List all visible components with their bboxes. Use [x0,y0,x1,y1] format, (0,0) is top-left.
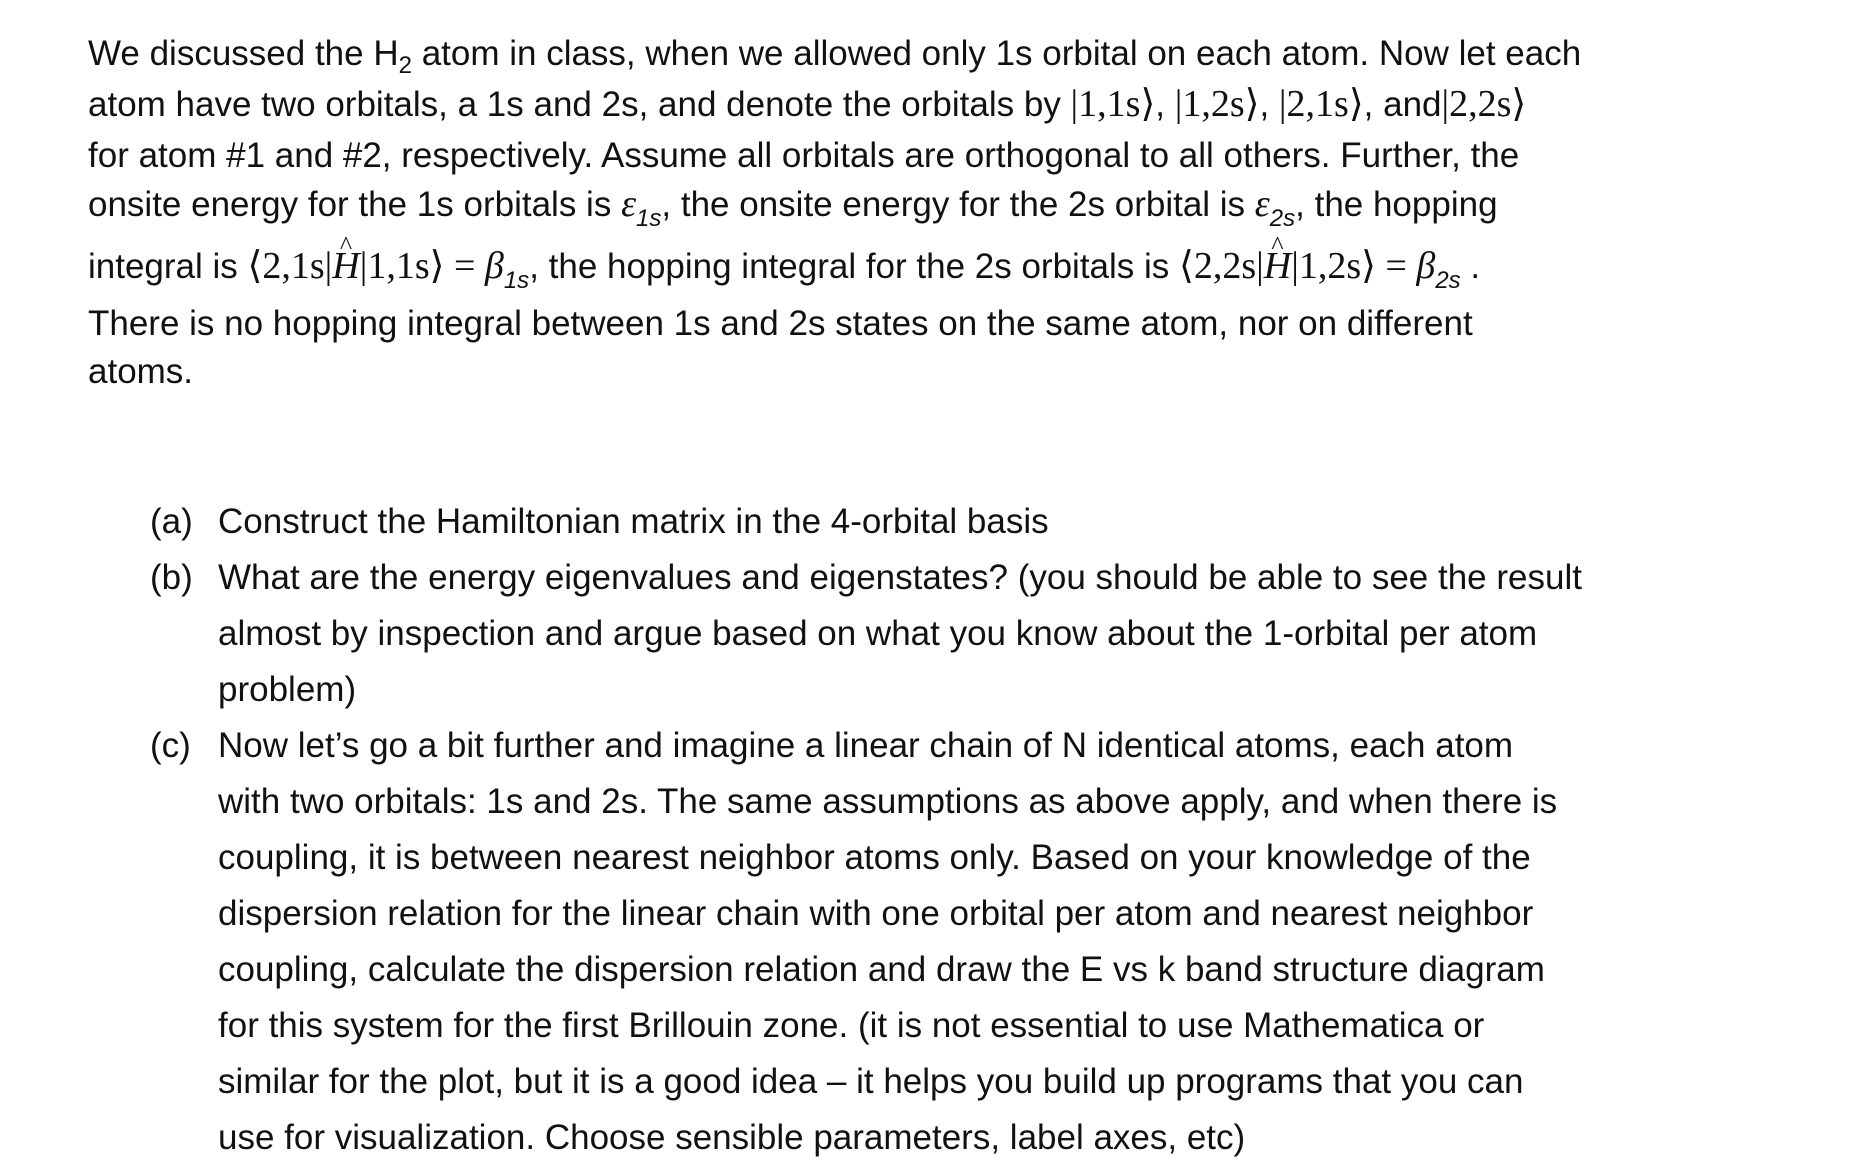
text-run: integral is [88,247,248,286]
paragraph-line-7 [88,352,1768,392]
text-run: , the hopping [1295,185,1498,224]
ket-2-1s: |2,1s⟩ [1278,83,1364,125]
item-text [218,558,1788,726]
bra-2-2s: ⟨2,2s [1179,245,1257,287]
hamiltonian-operator: ^ H [332,246,359,286]
equals: = [444,245,485,287]
hamiltonian-operator: ^ H [1264,246,1291,286]
item-text [218,502,1788,558]
item-label: (b) [150,558,193,597]
epsilon-symbol: ε [1254,183,1270,225]
epsilon-symbol: ε [621,183,637,225]
item-line: What are the energy eigenvalues and eigenstates? (you should be able to see the result [218,558,1582,597]
ket-1-1s: 1,1s⟩ [367,245,445,287]
beta-symbol: β [1416,245,1436,287]
subscript: 2 [398,52,412,79]
item-label: (a) [150,502,193,541]
item-label: (c) [150,726,191,765]
item-line: coupling, it is between nearest neighbor atoms only. Based on your knowledge of the [218,838,1531,877]
text-run: . [1460,247,1481,286]
equals: = [1375,245,1417,287]
item-line: use for visualization. Choose sensible parameters, label axes, etc) [218,1118,1246,1157]
item-line: coupling, calculate the dispersion relation and draw the E vs k band structure diagram [218,950,1545,989]
item-line: almost by inspection and argue based on what you know about the 1-orbital per atom [218,614,1538,653]
ket-2-2s: |2,2s⟩ [1441,83,1527,125]
paragraph-line-5 [88,245,1768,294]
paragraph-line-4 [88,183,1768,232]
ket-1-2s: |1,2s⟩ [1174,83,1260,125]
item-line: problem) [218,670,357,709]
bar: | [359,245,368,287]
bra-2-1s: ⟨2,1s [247,245,325,287]
subscript: 1s [503,267,530,294]
text-run: atoms. [88,352,194,391]
item-line: similar for the plot, but it is a good idea – it helps you build up programs that you can [218,1062,1524,1101]
bar: | [1256,245,1264,287]
item-line: Construct the Hamiltonian matrix in the 4-orbital basis [218,502,1049,541]
subscript: 1s [636,205,662,232]
text-run: , the hopping integral for the 2s orbitals is [529,247,1180,286]
text-run: , [1259,85,1279,124]
bar: | [1291,245,1299,287]
text-run: There is no hopping integral between 1s and 2s states on the same atom, nor on different [88,304,1473,343]
text-run: onsite energy for the 1s orbitals is [88,185,622,224]
ket-1-1s: |1,1s⟩ [1070,83,1156,125]
text-run: atom have two orbitals, a 1s and 2s, and denote the orbitals by [88,85,1071,124]
item-line: with two orbitals: 1s and 2s. The same assumptions as above apply, and when there is [218,782,1558,821]
beta-symbol: β [484,245,504,287]
text-run: for atom #1 and #2, respectively. Assume all orbitals are orthogonal to all others. Further, the [88,136,1520,175]
text-run: We discussed the H [88,34,399,73]
paragraph-line-3 [88,136,1768,176]
paragraph-line-6 [88,304,1768,344]
ket-1-2s: 1,2s⟩ [1298,245,1376,287]
item-line: Now let’s go a bit further and imagine a linear chain of N identical atoms, each atom [218,726,1514,765]
subscript: 2s [1269,205,1296,232]
paragraph-line-1 [88,34,1768,78]
item-text [218,726,1788,1174]
bar: | [324,245,333,287]
paragraph-line-2 [88,84,1768,125]
item-line: dispersion relation for the linear chain with one orbital per atom and nearest neighbor [218,894,1534,933]
text-run: , the onsite energy for the 2s orbital is [661,185,1255,224]
text-run: , [1155,85,1175,124]
item-line: for this system for the first Brillouin zone. (it is not essential to use Mathematica or [218,1006,1485,1045]
text-run: , and [1363,85,1442,124]
text-run: atom in class, when we allowed only 1s orbital on each atom. Now let each [411,34,1582,73]
subscript: 2s [1435,267,1461,294]
